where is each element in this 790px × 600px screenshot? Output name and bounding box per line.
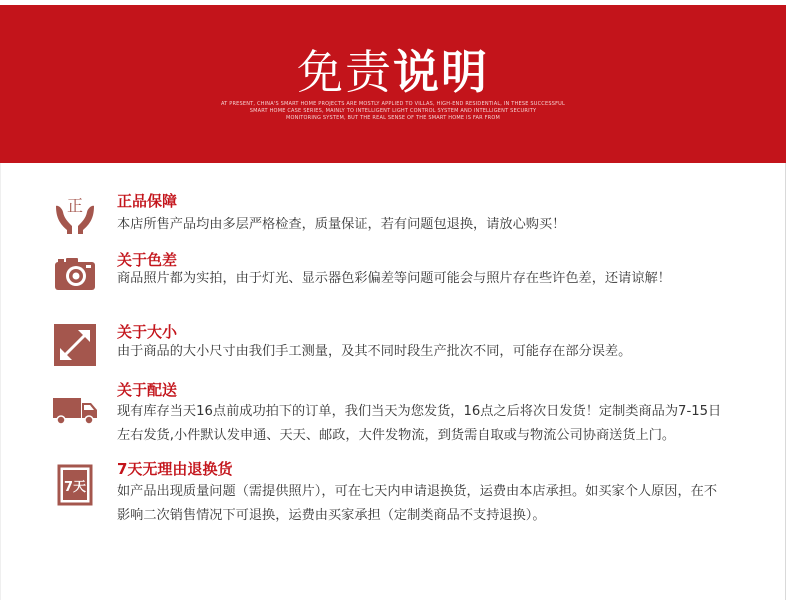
banner-title <box>0 43 786 101</box>
section-text <box>117 400 767 448</box>
section-text <box>117 267 767 291</box>
section-text <box>117 480 767 528</box>
seven-day-return-icon <box>52 462 98 508</box>
banner <box>0 5 786 163</box>
banner-title-part1: 免责 <box>297 45 393 99</box>
delivery-truck-icon <box>52 385 98 431</box>
resize-arrow-icon <box>52 322 98 368</box>
banner-subtitle-line: SMART HOME CASE SERIES, MAINLY TO INTELLIGENT LIGHT CONTROL SYSTEM AND INTELLIGENT SECURITY <box>249 108 537 114</box>
section-text-line: 如产品出现质量问题（需提供照片），可在七天内申请退换货，运费由本店承担。如买家个人原因，在不 <box>117 484 718 499</box>
section-text-line: 影响二次销售情况下可退换，运费由买家承担（定制类商品不支持退换）。 <box>117 508 546 523</box>
section-text-line: 本店所售产品均由多层严格检查，质量保证，若有问题包退换，请放心购买！ <box>117 217 566 232</box>
banner-subtitle <box>0 101 786 122</box>
section-text-line: 商品照片都为实拍，由于灯光、显示器色彩偏差等问题可能会与照片存在些许色差，还请谅解！ <box>117 271 671 286</box>
section-text <box>117 340 767 364</box>
section-text-line: 由于商品的大小尺寸由我们手工测量，及其不同时段生产批次不同，可能存在部分误差。 <box>117 344 632 359</box>
banner-title-part2: 说明 <box>393 45 489 99</box>
section-title: 正品保障 <box>117 192 178 210</box>
section-text <box>117 213 767 237</box>
section-title: 关于色差 <box>117 251 178 269</box>
section-text-line: 左右发货,小件默认发申通、天天、邮政，大件发物流，到货需自取或与物流公司协商送货上门。 <box>117 428 676 443</box>
camera-icon <box>52 251 98 297</box>
banner-subtitle-line: AT PRESENT, CHINA'S SMART HOME PROJECTS ARE MOSTLY APPLIED TO VILLAS, HIGH-END RESIDENTIAL, IN THESE SUCCESSFUL <box>220 101 566 107</box>
section-title: 7天无理由退换货 <box>117 460 233 478</box>
section-title: 关于大小 <box>117 323 178 341</box>
svg-text:正: 正 <box>66 196 84 215</box>
seven-day-icon-label: 7天 <box>63 480 87 495</box>
section-text-line: 现有库存当天16点前成功拍下的订单，我们当天为您发货，16点之后将次日发货！定制类商品为7-15日 <box>117 404 722 419</box>
genuine-guarantee-icon <box>52 190 98 236</box>
section-title: 关于配送 <box>117 381 178 399</box>
banner-subtitle-line: MONITORING SYSTEM, BUT THE REAL SENSE OF THE SMART HOME IS FAR FROM <box>286 115 500 121</box>
